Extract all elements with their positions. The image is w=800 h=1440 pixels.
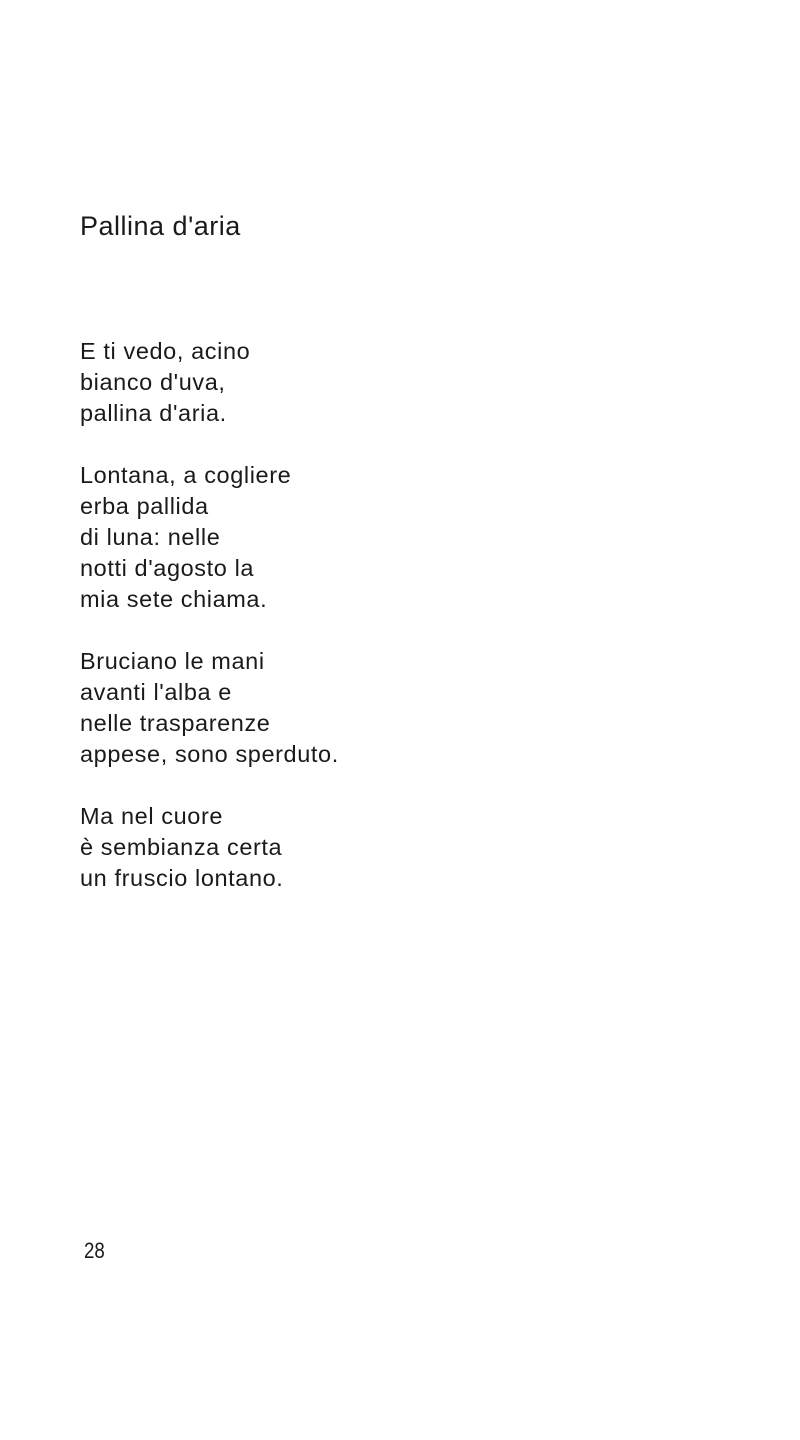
poem-title: Pallina d'aria	[80, 211, 241, 241]
poem-line: E ti vedo, acino	[80, 338, 251, 364]
poem-line: un fruscio lontano.	[80, 865, 284, 891]
poem-line: nelle trasparenze	[80, 710, 271, 736]
poem-line: Lontana, a cogliere	[80, 462, 292, 488]
stanza-4	[80, 801, 760, 894]
poem-line: di luna: nelle	[80, 524, 221, 550]
poem-line: mia sete chiama.	[80, 586, 268, 612]
poem-line: pallina d'aria.	[80, 400, 227, 426]
stanza-2	[80, 460, 760, 615]
poem-line: notti d'agosto la	[80, 555, 255, 581]
poem-line: è sembianza certa	[80, 834, 283, 860]
poem-line: Bruciano le mani	[80, 648, 265, 674]
poem-body	[80, 336, 760, 925]
page-number: 28	[84, 1238, 105, 1263]
poem-line: appese, sono sperduto.	[80, 741, 339, 767]
poem-line: bianco d'uva,	[80, 369, 226, 395]
poem-line: erba pallida	[80, 493, 209, 519]
poem-line: avanti l'alba e	[80, 679, 232, 705]
stanza-3	[80, 646, 760, 770]
stanza-1	[80, 336, 760, 429]
poem-line: Ma nel cuore	[80, 803, 224, 829]
